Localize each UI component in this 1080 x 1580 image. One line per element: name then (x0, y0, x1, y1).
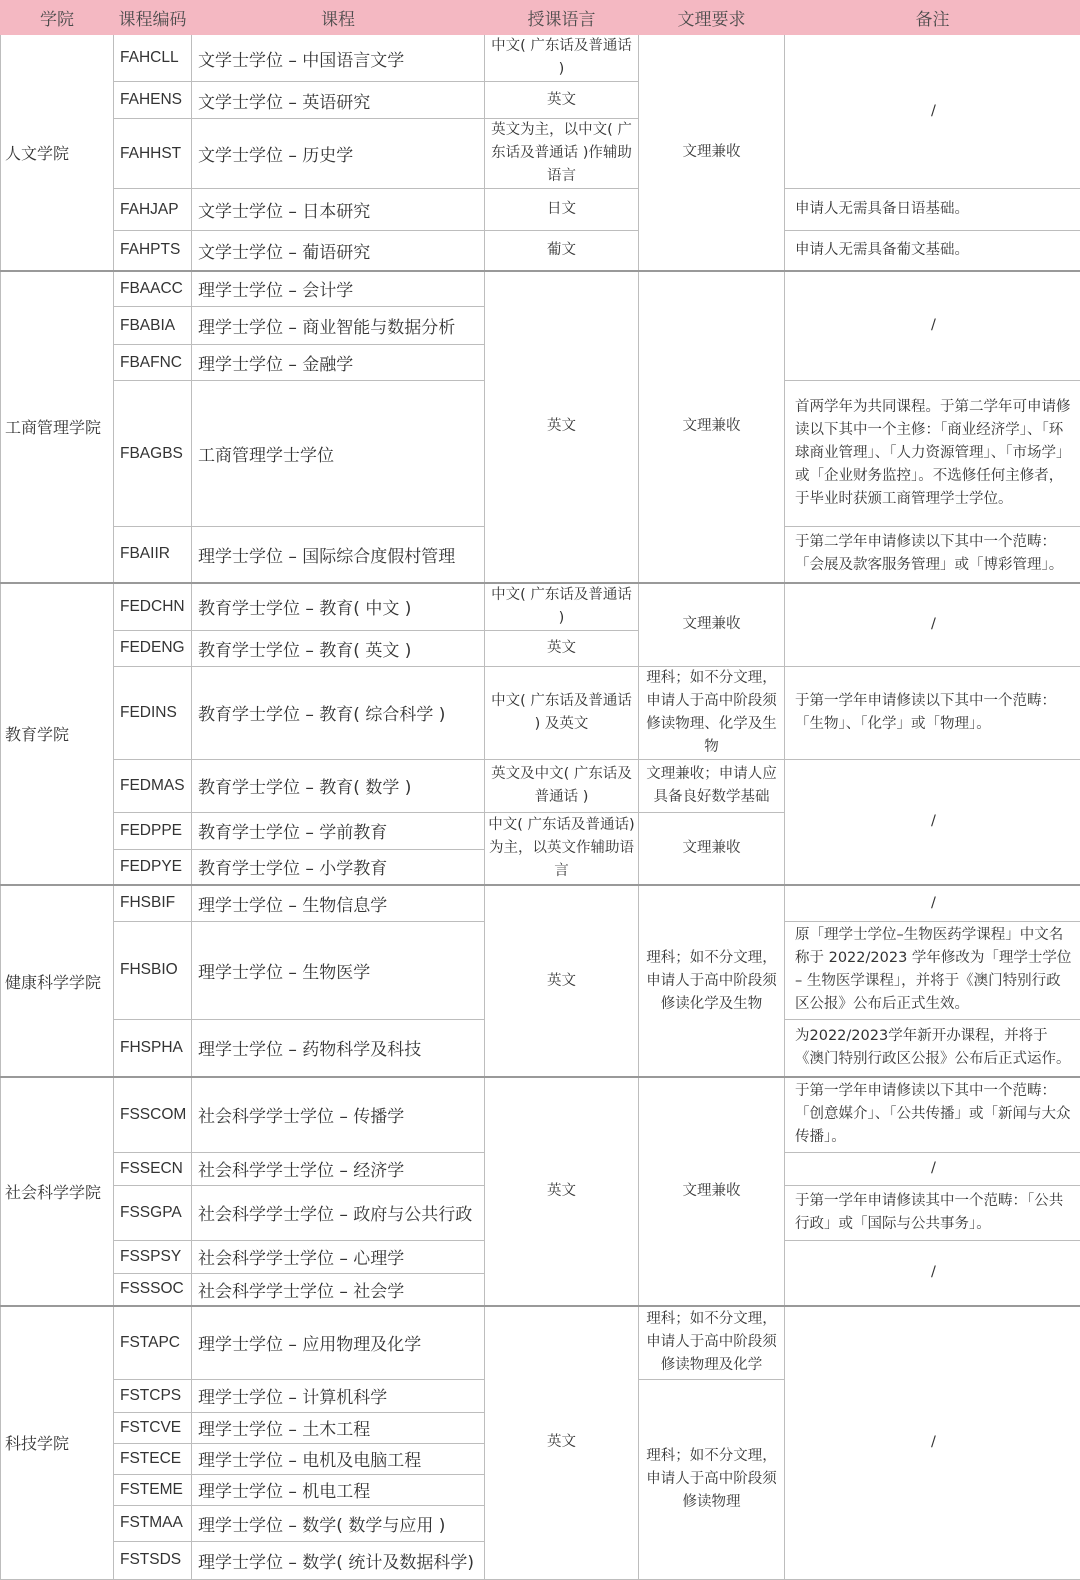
remark: 于第一学年申请修读其中一个范畴：「公共行政」或「国际与公共事务」。 (785, 1185, 1080, 1240)
course-name: 文学士学位 – 中国语言文学 (192, 35, 485, 82)
course-code: FBAFNC (114, 345, 192, 381)
remark: 申请人无需具备日语基础。 (785, 189, 1080, 231)
table-row (1, 1306, 1080, 1379)
remark-slash: / (785, 759, 1080, 885)
course-code: FSSCOM (114, 1077, 192, 1152)
course-code: FAHENS (114, 82, 192, 119)
course-name: 理学士学位 – 土木工程 (192, 1412, 485, 1443)
teaching-language: 日文 (485, 189, 639, 231)
remark-slash: / (785, 1240, 1080, 1306)
header-code: 课程编码 (114, 1, 192, 35)
course-code: FSSPSY (114, 1240, 192, 1273)
course-name: 教育学士学位 – 学前教育 (192, 812, 485, 849)
course-name: 理学士学位 – 金融学 (192, 345, 485, 381)
teaching-language: 英文 (485, 1077, 639, 1306)
course-name: 教育学士学位 – 教育( 数学 ) (192, 759, 485, 812)
course-name: 社会科学学士学位 – 政府与公共行政 (192, 1185, 485, 1240)
course-name: 工商管理学士学位 (192, 381, 485, 527)
remark-slash: / (785, 271, 1080, 381)
teaching-language: 英文 (485, 1306, 639, 1579)
course-code: FSTCVE (114, 1412, 192, 1443)
course-code: FSSECN (114, 1152, 192, 1185)
course-name: 理学士学位 – 会计学 (192, 271, 485, 307)
header-language: 授课语言 (485, 1, 639, 35)
course-name: 文学士学位 – 日本研究 (192, 189, 485, 231)
course-code: FHSPHA (114, 1019, 192, 1077)
requirement: 文理兼收 (639, 1077, 785, 1306)
course-code: FEDCHN (114, 583, 192, 631)
requirement: 理科；如不分文理，申请人于高中阶段须修读物理及化学 (639, 1306, 785, 1379)
remark: 于第一学年申请修读以下其中一个范畴：「生物」、「化学」或「物理」。 (785, 666, 1080, 759)
requirement: 文理兼收 (639, 271, 785, 583)
course-code: FEDINS (114, 666, 192, 759)
course-name: 教育学士学位 – 教育( 综合科学 ) (192, 666, 485, 759)
course-code: FSTECE (114, 1443, 192, 1474)
course-name: 教育学士学位 – 小学教育 (192, 849, 485, 885)
course-code: FBABIA (114, 307, 192, 345)
course-code: FSTSDS (114, 1541, 192, 1579)
course-name: 社会科学学士学位 – 社会学 (192, 1273, 485, 1306)
teaching-language: 中文( 广东话及普通话 ) (485, 583, 639, 631)
course-name: 社会科学学士学位 – 心理学 (192, 1240, 485, 1273)
course-name: 教育学士学位 – 教育( 中文 ) (192, 583, 485, 631)
header-row (1, 1, 1080, 35)
course-name: 理学士学位 – 计算机科学 (192, 1379, 485, 1412)
faculty-name: 工商管理学院 (1, 271, 114, 583)
course-name: 文学士学位 – 葡语研究 (192, 231, 485, 271)
table-row (1, 583, 1080, 631)
course-code: FHSBIO (114, 921, 192, 1019)
course-name: 理学士学位 – 国际综合度假村管理 (192, 527, 485, 583)
table-row (1, 1077, 1080, 1152)
teaching-language: 英文 (485, 885, 639, 1077)
faculty-name: 科技学院 (1, 1306, 114, 1579)
remark-slash: / (785, 1306, 1080, 1579)
requirement: 文理兼收 (639, 812, 785, 885)
table-row (1, 271, 1080, 307)
course-code: FEDENG (114, 630, 192, 666)
course-name: 理学士学位 – 电机及电脑工程 (192, 1443, 485, 1474)
header-course: 课程 (192, 1, 485, 35)
remark-slash: / (785, 885, 1080, 921)
table-row (1, 885, 1080, 921)
teaching-language: 英文为主，以中文( 广东话及普通话 )作辅助语言 (485, 119, 639, 189)
teaching-language: 英文 (485, 271, 639, 583)
remark: 原「理学士学位–生物医药学课程」中文名称于 2022/2023 学年修改为「理学士学位 – 生物医学课程」，并将于《澳门特别行政区公报》公布后正式生效。 (785, 921, 1080, 1019)
faculty-name: 健康科学学院 (1, 885, 114, 1077)
requirement: 理科；如不分文理，申请人于高中阶段须修读物理、化学及生物 (639, 666, 785, 759)
course-code: FAHJAP (114, 189, 192, 231)
course-code: FBAACC (114, 271, 192, 307)
course-name: 理学士学位 – 生物信息学 (192, 885, 485, 921)
requirement: 文理兼收 (639, 35, 785, 271)
course-code: FAHHST (114, 119, 192, 189)
course-name: 文学士学位 – 历史学 (192, 119, 485, 189)
header-faculty: 学院 (1, 1, 114, 35)
table-row (1, 189, 1080, 231)
remark: 于第一学年申请修读以下其中一个范畴：「创意媒介」、「公共传播」或「新闻与大众传播」。 (785, 1077, 1080, 1152)
course-name: 教育学士学位 – 教育( 英文 ) (192, 630, 485, 666)
requirement: 理科；如不分文理，申请人于高中阶段须修读物理 (639, 1379, 785, 1579)
requirement: 理科；如不分文理，申请人于高中阶段须修读化学及生物 (639, 885, 785, 1077)
course-name: 文学士学位 – 英语研究 (192, 82, 485, 119)
remark: 申请人无需具备葡文基础。 (785, 231, 1080, 271)
table-row (1, 35, 1080, 82)
faculty-name: 人文学院 (1, 35, 114, 271)
course-name: 理学士学位 – 应用物理及化学 (192, 1306, 485, 1379)
course-name: 理学士学位 – 商业智能与数据分析 (192, 307, 485, 345)
header-remarks: 备注 (785, 1, 1080, 35)
requirement: 文理兼收 (639, 583, 785, 667)
teaching-language: 英文 (485, 82, 639, 119)
course-name: 社会科学学士学位 – 传播学 (192, 1077, 485, 1152)
course-code: FAHPTS (114, 231, 192, 271)
course-code: FEDPYE (114, 849, 192, 885)
course-code: FBAIIR (114, 527, 192, 583)
header-requirement: 文理要求 (639, 1, 785, 35)
faculty-name: 教育学院 (1, 583, 114, 886)
course-name: 理学士学位 – 生物医学 (192, 921, 485, 1019)
remark: 于第二学年申请修读以下其中一个范畴：「会展及款客服务管理」或「博彩管理」。 (785, 527, 1080, 583)
course-code: FEDMAS (114, 759, 192, 812)
requirement: 文理兼收；申请人应具备良好数学基础 (639, 759, 785, 812)
teaching-language: 葡文 (485, 231, 639, 271)
table-row (1, 231, 1080, 271)
course-code: FSTEME (114, 1474, 192, 1505)
course-name: 理学士学位 – 机电工程 (192, 1474, 485, 1505)
course-code: FSSSOC (114, 1273, 192, 1306)
course-code: FAHCLL (114, 35, 192, 82)
course-name: 理学士学位 – 数学( 数学与应用 ) (192, 1505, 485, 1541)
course-code: FSTMAA (114, 1505, 192, 1541)
teaching-language: 中文( 广东话及普通话)为主，以英文作辅助语言 (485, 812, 639, 885)
course-name: 社会科学学士学位 – 经济学 (192, 1152, 485, 1185)
teaching-language: 中文( 广东话及普通话 ) (485, 35, 639, 82)
course-name: 理学士学位 – 数学( 统计及数据科学) (192, 1541, 485, 1579)
teaching-language: 英文及中文( 广东话及普通话 ) (485, 759, 639, 812)
course-code: FHSBIF (114, 885, 192, 921)
table-row (1, 666, 1080, 759)
remark: 为2022/2023学年新开办课程，并将于《澳门特别行政区公报》公布后正式运作。 (785, 1019, 1080, 1077)
remark-slash: / (785, 1152, 1080, 1185)
course-name: 理学士学位 – 药物科学及科技 (192, 1019, 485, 1077)
course-code: FEDPPE (114, 812, 192, 849)
course-code: FSSGPA (114, 1185, 192, 1240)
course-code: FSTAPC (114, 1306, 192, 1379)
remark: 首两学年为共同课程。于第二学年可申请修读以下其中一个主修：「商业经济学」、「环球商业管理」、「人力资源管理」、「市场学」或「企业财务监控」。不选修任何主修者，于毕业时获颁工商管理学士学位。 (785, 381, 1080, 527)
faculty-name: 社会科学学院 (1, 1077, 114, 1306)
course-code: FSTCPS (114, 1379, 192, 1412)
course-code: FBAGBS (114, 381, 192, 527)
remark-slash: / (785, 583, 1080, 667)
teaching-language: 英文 (485, 630, 639, 666)
teaching-language: 中文( 广东话及普通话 ) 及英文 (485, 666, 639, 759)
remark-slash: / (785, 35, 1080, 189)
table-row (1, 759, 1080, 812)
